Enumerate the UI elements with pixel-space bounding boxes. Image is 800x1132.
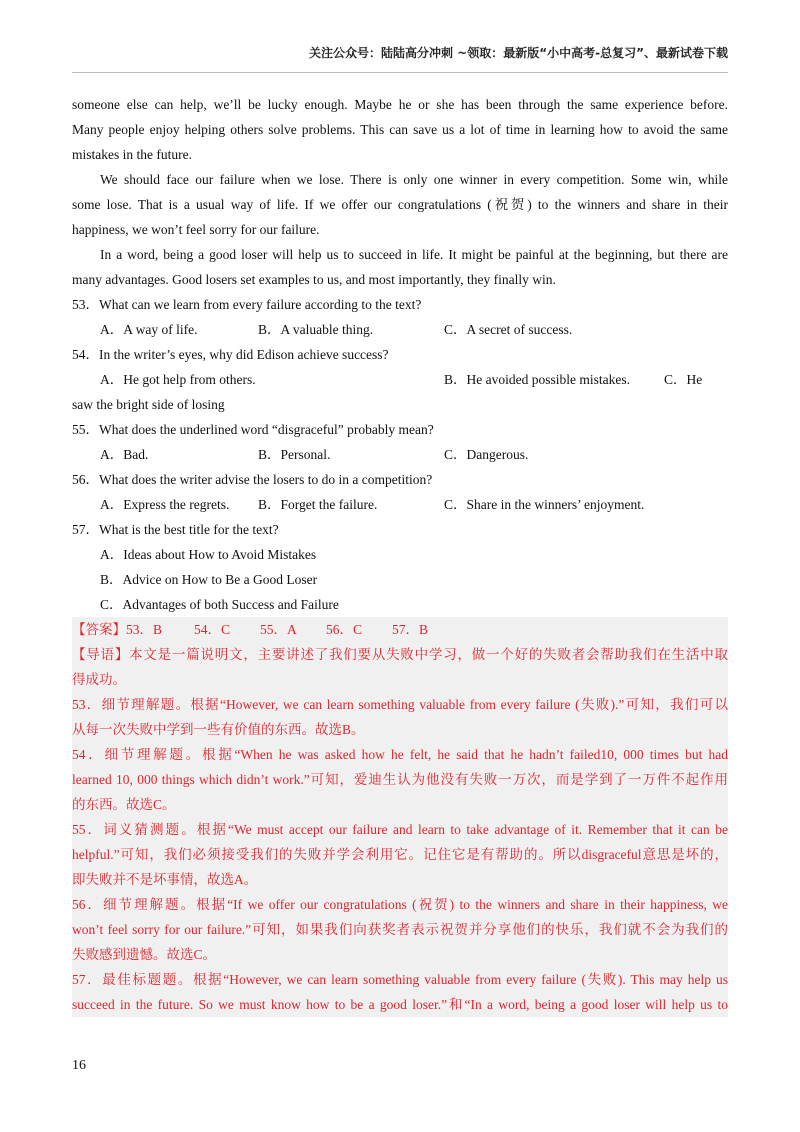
- answer-56: 56．C: [326, 622, 363, 637]
- passage-line: happiness, we won’t feel sorry for our failure.: [72, 222, 320, 237]
- answer-55: 55．A: [260, 622, 297, 637]
- passage-line: In a word, being a good loser will help us to succeed in life. It might be painful at the beginning, but there are: [100, 247, 728, 262]
- option-b: B．A valuable thing.: [258, 322, 374, 337]
- page-number: 16: [72, 1058, 86, 1073]
- option-c: C．A secret of success.: [444, 322, 573, 337]
- passage-line: mistakes in the future.: [72, 147, 192, 162]
- explanation-line: helpful.”可知，我们必须接受我们的失败并学会利用它。记住它是有帮助的。所以disgraceful意思是坏的，: [72, 842, 728, 867]
- explanation-line: 57．最佳标题题。根据“However, we can learn something valuable from every failure (失败). This may help us: [72, 967, 728, 992]
- option-b: B．He avoided possible mistakes.: [444, 372, 630, 387]
- question-56-options: [72, 492, 728, 517]
- explanation-line: learned 10, 000 things which didn’t work.”可知，爱迪生认为他没有失败一万次，而是学到了一万件不起作用: [72, 767, 728, 792]
- explanation-line: 即失败并不是坏事情，故选A。: [72, 867, 728, 892]
- option-c: C．Advantages of both Success and Failure: [100, 597, 339, 612]
- option-b: B．Advice on How to Be a Good Loser: [100, 572, 318, 587]
- explanation-line: 54．细节理解题。根据“When he was asked how he felt, he said that he hadn’t failed10, 000 times but had: [72, 742, 728, 767]
- explanation-line: 失败感到遗憾。故选C。: [72, 942, 728, 967]
- explanation-line: 从每一次失败中学到一些有价值的东西。故选B。: [72, 717, 728, 742]
- explanation-line: 【导语】本文是一篇说明文，主要讲述了我们要从失败中学习，做一个好的失败者会帮助我们在生活中取: [72, 642, 728, 667]
- explanation-line: 56．细节理解题。根据“If we offer our congratulations (祝贺) to the winners and share in their happiness, we: [72, 892, 728, 917]
- option-a: A．A way of life.: [100, 322, 198, 337]
- explanation-line: 55．词义猜测题。根据“We must accept our failure and learn to take advantage of it. Remember that it can be: [72, 817, 728, 842]
- option-c: C．He: [664, 372, 703, 387]
- option-b: B．Personal.: [258, 447, 331, 462]
- passage-line: someone else can help, we’ll be lucky enough. Maybe he or she has been through the same experience before.: [72, 97, 728, 112]
- option-a: A．Ideas about How to Avoid Mistakes: [100, 547, 317, 562]
- option-a: A．He got help from others.: [100, 372, 256, 387]
- passage-line: many advantages. Good losers set examples to us, and most importantly, they finally win.: [72, 272, 556, 287]
- explanation-line: won’t feel sorry for our failure.”可知，如果我们向获奖者表示祝贺并分享他们的快乐，我们就不会为我们的: [72, 917, 728, 942]
- question-53-stem: 53．What can we learn from every failure according to the text?: [72, 297, 422, 312]
- question-55-stem: 55．What does the underlined word “disgraceful” probably mean?: [72, 422, 434, 437]
- option-c: C．Dangerous.: [444, 447, 529, 462]
- passage-line: We should face our failure when we lose. There is only one winner in every competition. Some win, while: [100, 172, 728, 187]
- question-54-stem: 54．In the writer’s eyes, why did Edison achieve success?: [72, 347, 389, 362]
- option-c: C．Share in the winners’ enjoyment.: [444, 497, 645, 512]
- explanation-line: 的东西。故选C。: [72, 792, 728, 817]
- answer-57: 57．B: [392, 622, 429, 637]
- explanation-line: 得成功。: [72, 667, 728, 692]
- question-54-options: [72, 367, 728, 392]
- explanation-line: succeed in the future. So we must know how to be a good loser.”和“In a word, being a good loser will help us to: [72, 992, 728, 1017]
- passage-line: Many people enjoy helping others solve problems. This can save us a lot of time in learning how to avoid the same: [72, 122, 728, 137]
- question-55-options: [72, 442, 728, 467]
- option-c-continued: saw the bright side of losing: [72, 397, 225, 412]
- passage-line: some lose. That is a usual way of life. If we offer our congratulations (祝贺) to the winners and share in their: [72, 197, 728, 212]
- question-56-stem: 56．What does the writer advise the losers to do in a competition?: [72, 472, 433, 487]
- question-53-options: [72, 317, 728, 342]
- option-a: A．Express the regrets.: [100, 497, 230, 512]
- page-header: 关注公众号：陆陆高分冲刺 ~领取：最新版“小中高考-总复习”、最新试卷下载: [309, 46, 728, 60]
- answer-key: [72, 617, 728, 642]
- option-b: B．Forget the failure.: [258, 497, 378, 512]
- answer-54: 54．C: [194, 622, 231, 637]
- explanation-line: 53．细节理解题。根据“However, we can learn something valuable from every failure (失败).”可知，我们可以: [72, 692, 728, 717]
- question-57-stem: 57．What is the best title for the text?: [72, 522, 279, 537]
- header-divider: [72, 72, 728, 73]
- page-content: [72, 92, 728, 1017]
- answer-53: 【答案】53．B: [72, 622, 163, 637]
- option-a: A．Bad.: [100, 447, 149, 462]
